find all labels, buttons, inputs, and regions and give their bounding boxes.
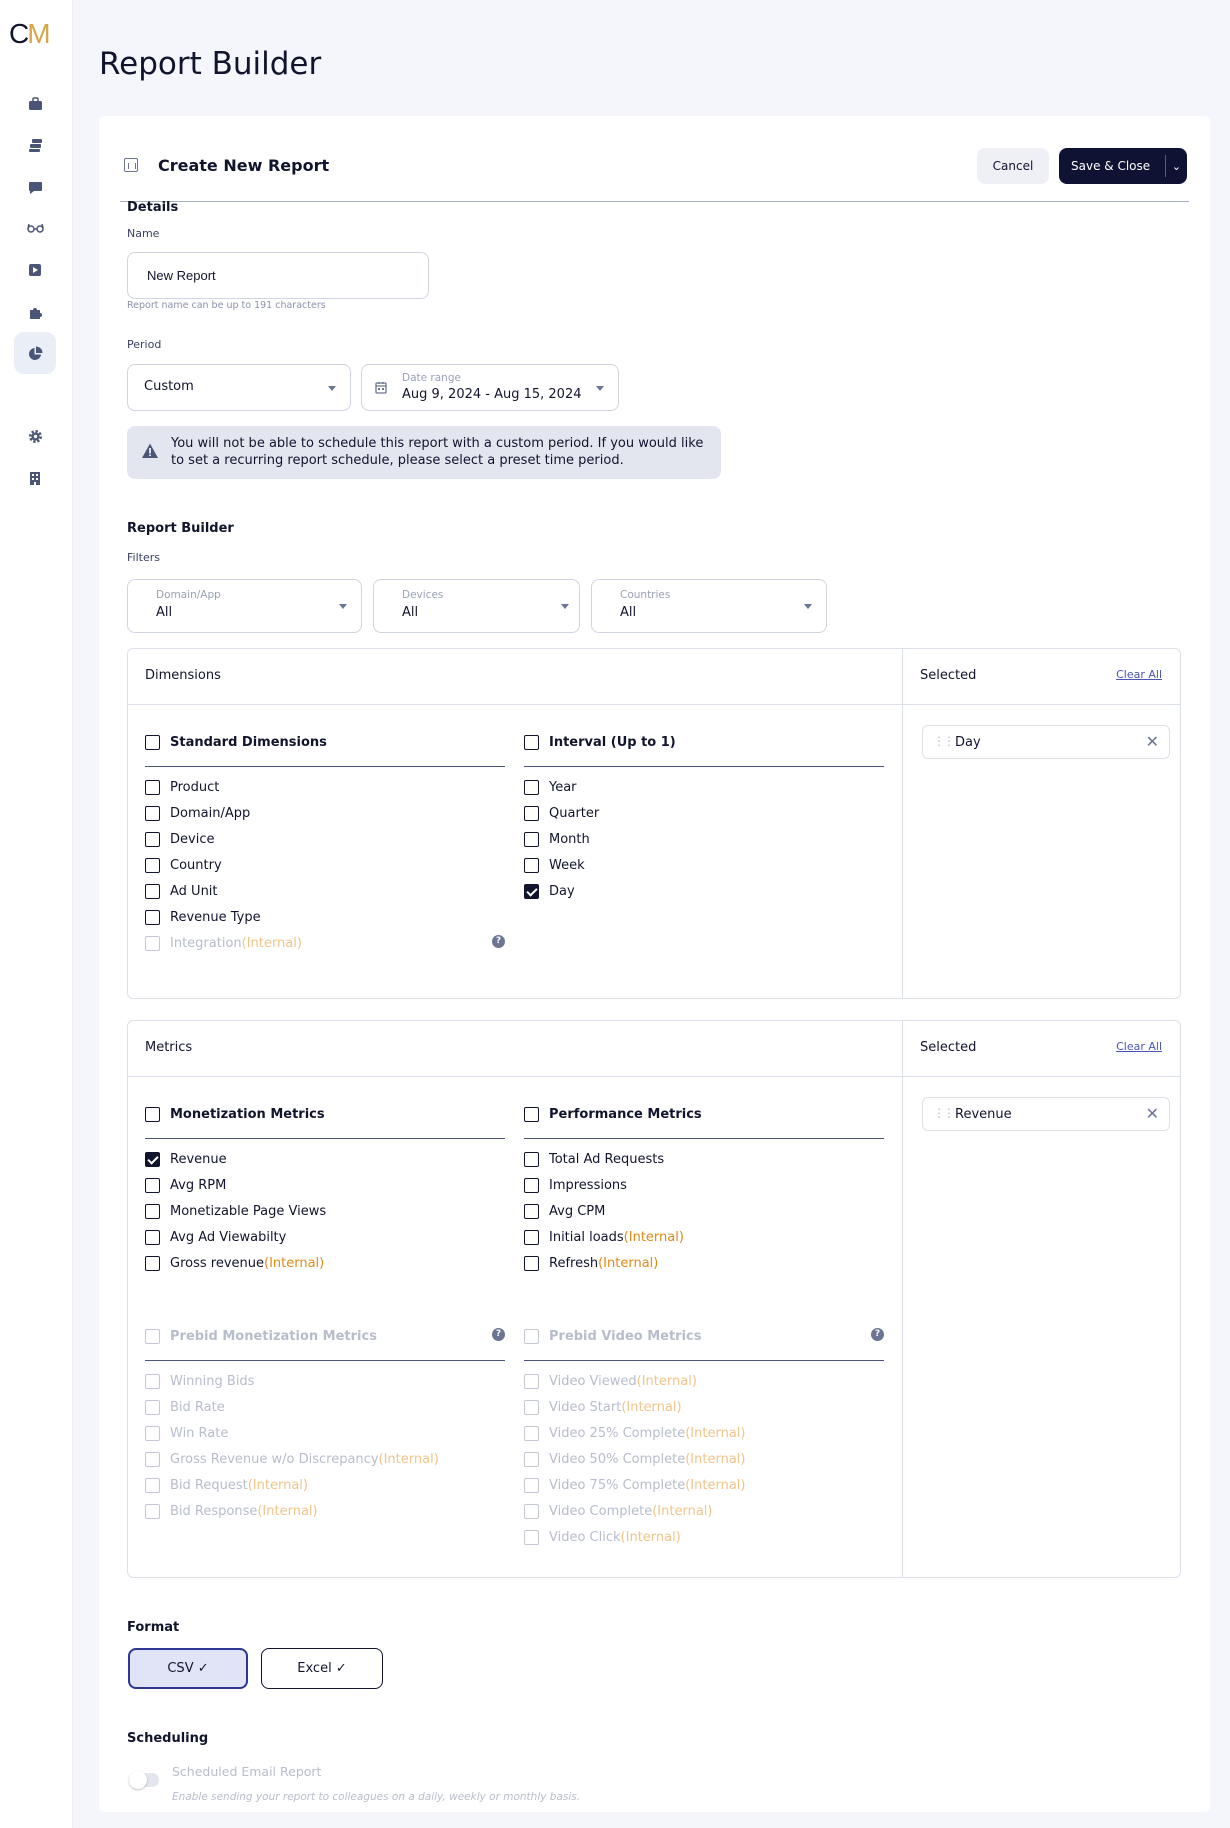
checkbox[interactable] — [145, 1178, 160, 1193]
checkbox[interactable] — [145, 780, 160, 795]
scheduling-heading: Scheduling — [127, 1731, 209, 1746]
internal-tag: (Internal) — [264, 1256, 325, 1271]
chevron-down-icon — [804, 604, 812, 609]
save-close-button[interactable] — [1059, 148, 1187, 184]
checkbox[interactable] — [524, 1230, 539, 1245]
item-label: Winning Bids — [170, 1374, 255, 1389]
checkbox[interactable] — [524, 832, 539, 847]
internal-tag: (Internal) — [257, 1504, 318, 1519]
internal-tag: (Internal) — [636, 1374, 697, 1389]
checkbox-label — [170, 1204, 326, 1219]
briefcase-icon[interactable] — [14, 83, 56, 125]
chevron-down-icon — [339, 604, 347, 609]
checkbox-label — [549, 806, 599, 821]
group-title: Monetization Metrics — [170, 1107, 325, 1122]
checkbox-label — [170, 1478, 308, 1493]
item-label: Gross Revenue w/o Discrepancy — [170, 1452, 379, 1467]
selected-chip-revenue[interactable] — [922, 1097, 1170, 1131]
checkbox-label — [549, 1452, 745, 1467]
name-label: Name — [127, 227, 160, 240]
report-card — [99, 116, 1210, 1812]
item-label: Country — [170, 858, 222, 873]
internal-tag: (Internal) — [247, 1478, 308, 1493]
play-icon[interactable] — [14, 249, 56, 291]
date-range-picker[interactable] — [361, 364, 619, 411]
pie-chart-icon[interactable] — [14, 332, 56, 374]
checkbox[interactable] — [145, 832, 160, 847]
checkbox-label — [170, 1178, 226, 1193]
date-range-label: Date range — [402, 372, 461, 384]
scheduled-email-label: Scheduled Email Report — [172, 1764, 322, 1779]
group-title: Standard Dimensions — [170, 735, 327, 750]
item-label: Revenue Type — [170, 910, 261, 925]
item-label: Integration — [170, 936, 242, 951]
filter-label: Domain/App — [156, 589, 221, 601]
item-label: Bid Request — [170, 1478, 248, 1493]
warning-icon — [141, 442, 159, 460]
checkbox-label — [170, 1152, 227, 1167]
dimensions-title: Dimensions — [145, 668, 221, 683]
csv-format-button[interactable] — [128, 1648, 248, 1689]
divider — [902, 1021, 903, 1577]
checkbox[interactable] — [145, 1374, 160, 1389]
countries-filter[interactable] — [591, 579, 827, 633]
item-label: Monetizable Page Views — [170, 1204, 327, 1219]
chat-icon[interactable] — [14, 166, 56, 208]
metrics-title: Metrics — [145, 1040, 193, 1055]
drag-handle-icon[interactable]: ⋮⋮ — [933, 1106, 953, 1120]
monetization-metrics-group — [145, 1101, 505, 1139]
stack-icon[interactable] — [14, 124, 56, 166]
group-title: Performance Metrics — [549, 1107, 702, 1122]
checkbox[interactable] — [145, 858, 160, 873]
chevron-down-icon[interactable]: ⌄ — [1171, 159, 1182, 173]
item-label: Video 75% Complete — [549, 1478, 686, 1493]
checkbox-label — [170, 780, 219, 795]
checkbox-label — [170, 806, 250, 821]
prebid-monetization-group — [145, 1323, 505, 1361]
sidebar — [0, 0, 73, 1828]
checkbox[interactable] — [145, 1452, 160, 1467]
checkbox-label — [170, 1452, 439, 1467]
chevron-down-icon — [328, 386, 336, 391]
divider — [128, 704, 1180, 705]
checkbox-label — [549, 1400, 682, 1415]
devices-filter[interactable] — [373, 579, 580, 633]
performance-metrics-checkbox[interactable] — [524, 1107, 539, 1122]
prebid-video-checkbox[interactable] — [524, 1329, 539, 1344]
checkbox-label — [170, 1256, 324, 1271]
item-label: Initial loads — [549, 1230, 624, 1245]
checkbox[interactable] — [145, 1230, 160, 1245]
item-label: Video Viewed — [549, 1374, 637, 1389]
checkbox-label — [549, 858, 585, 873]
item-label: Domain/App — [170, 806, 251, 821]
checkbox-label — [549, 1374, 697, 1389]
checkbox-label — [170, 884, 218, 899]
group-title: Prebid Monetization Metrics — [170, 1329, 377, 1344]
checkbox[interactable] — [145, 1256, 160, 1271]
details-heading: Details — [127, 200, 179, 215]
internal-tag: (Internal) — [685, 1478, 746, 1493]
checkbox[interactable] — [524, 1426, 539, 1441]
item-label: Product — [170, 780, 220, 795]
checkbox-label — [549, 1204, 605, 1219]
item-label: Video 25% Complete — [549, 1426, 686, 1441]
cancel-button[interactable]: Cancel — [977, 148, 1049, 184]
item-label: Gross revenue — [170, 1256, 264, 1271]
filters-label: Filters — [127, 551, 160, 564]
checkbox-label — [549, 780, 577, 795]
checkbox[interactable] — [145, 884, 160, 899]
checkbox[interactable] — [145, 1152, 160, 1167]
monetization-metrics-checkbox[interactable] — [145, 1107, 160, 1122]
checkbox-label — [549, 1152, 664, 1167]
check-icon: ✓ — [335, 1661, 347, 1676]
item-label: Quarter — [549, 806, 600, 821]
checkbox-label — [170, 910, 261, 925]
prebid-monetization-checkbox[interactable] — [145, 1329, 160, 1344]
filter-label: Devices — [402, 589, 444, 601]
filter-value: All — [402, 605, 419, 620]
item-label: Revenue — [170, 1152, 227, 1167]
checkbox-label — [549, 832, 590, 847]
checkbox-label — [549, 884, 575, 899]
internal-tag: (Internal) — [378, 1452, 439, 1467]
checkbox[interactable] — [145, 1400, 160, 1415]
item-label: Video 50% Complete — [549, 1452, 686, 1467]
metrics-panel — [127, 1020, 1181, 1578]
item-label: Video Start — [549, 1400, 622, 1415]
filter-label: Countries — [620, 589, 671, 601]
prebid-video-group — [524, 1323, 884, 1361]
csv-label: CSV — [167, 1661, 194, 1676]
internal-tag: (Internal) — [621, 1400, 682, 1415]
checkbox-label — [549, 1478, 745, 1493]
item-label: Total Ad Requests — [549, 1152, 665, 1167]
checkbox[interactable] — [524, 1374, 539, 1389]
report-name-input[interactable] — [127, 252, 429, 299]
period-value: Custom — [144, 379, 194, 394]
card-header — [120, 134, 1189, 202]
checkbox[interactable] — [524, 1400, 539, 1415]
checkbox-label — [170, 1426, 228, 1441]
filter-value: All — [620, 605, 637, 620]
checkbox[interactable] — [145, 1504, 160, 1519]
period-label: Period — [127, 338, 162, 351]
dimensions-clear-all-link[interactable]: Clear All — [1116, 668, 1162, 681]
interval-group — [524, 729, 884, 767]
item-label: Bid Rate — [170, 1400, 225, 1415]
chevron-down-icon — [596, 386, 604, 391]
dimensions-panel — [127, 648, 1181, 999]
group-title: Prebid Video Metrics — [549, 1329, 702, 1344]
checkbox[interactable] — [524, 1530, 539, 1545]
checkbox[interactable] — [145, 910, 160, 925]
page-title: Report Builder — [99, 46, 322, 82]
calendar-icon — [375, 381, 387, 394]
drag-handle-icon[interactable]: ⋮⋮ — [933, 734, 953, 748]
item-label: Avg CPM — [549, 1204, 606, 1219]
chevron-down-icon — [561, 604, 569, 609]
standard-dimensions-checkbox[interactable] — [145, 735, 160, 750]
main-content — [73, 0, 1230, 1828]
chip-label: Day — [955, 735, 981, 750]
checkbox[interactable] — [145, 1426, 160, 1441]
interval-checkbox[interactable] — [524, 735, 539, 750]
building-icon[interactable] — [14, 457, 56, 499]
checkbox-label — [549, 1178, 627, 1193]
checkbox-label — [170, 1374, 254, 1389]
item-label: Year — [549, 780, 577, 795]
period-select[interactable] — [127, 364, 351, 411]
divider — [902, 649, 903, 998]
checkbox[interactable] — [145, 806, 160, 821]
save-close-label: Save & Close — [1071, 159, 1151, 173]
internal-tag: (Internal) — [620, 1530, 681, 1545]
performance-metrics-group — [524, 1101, 884, 1139]
help-icon[interactable]: ? — [492, 935, 505, 948]
internal-tag: (Internal) — [652, 1504, 713, 1519]
internal-tag: (Internal) — [685, 1452, 746, 1467]
checkbox-label — [170, 1400, 225, 1415]
filter-value: All — [156, 605, 173, 620]
item-label: Month — [549, 832, 590, 847]
item-label: Impressions — [549, 1178, 627, 1193]
dimensions-selected-title: Selected — [920, 668, 977, 683]
checkbox-label — [549, 1530, 681, 1545]
alert-text: You will not be able to schedule this report with a custom period. If you would like to set a recurring report schedule, please select a preset time period. — [171, 436, 704, 468]
item-label: Ad Unit — [170, 884, 218, 899]
checkbox[interactable] — [145, 1204, 160, 1219]
internal-tag: (Internal) — [241, 936, 302, 951]
report-name-value: New Report — [147, 268, 216, 283]
help-icon[interactable]: ? — [871, 1328, 884, 1341]
scheduled-email-toggle[interactable] — [129, 1773, 159, 1787]
checkbox[interactable] — [524, 1256, 539, 1271]
item-label: Device — [170, 832, 215, 847]
checkbox[interactable] — [524, 1152, 539, 1167]
help-icon[interactable]: ? — [492, 1328, 505, 1341]
selected-chip-day[interactable] — [922, 725, 1170, 759]
gear-icon[interactable] — [14, 415, 56, 457]
metrics-selected-title: Selected — [920, 1040, 977, 1055]
scheduled-email-description: Enable sending your report to colleagues on a daily, weekly or monthly basis. — [172, 1791, 581, 1803]
checkbox[interactable] — [145, 1478, 160, 1493]
metrics-clear-all-link[interactable]: Clear All — [1116, 1040, 1162, 1053]
card-title: Create New Report — [158, 156, 330, 175]
item-label: Week — [549, 858, 585, 873]
excel-label: Excel — [297, 1661, 332, 1676]
checkbox-label — [549, 1426, 745, 1441]
close-icon[interactable]: ✕ — [1145, 1104, 1159, 1123]
item-label: Bid Response — [170, 1504, 258, 1519]
checkbox-label — [170, 1504, 318, 1519]
checkbox-label — [549, 1256, 658, 1271]
checkbox[interactable] — [145, 936, 160, 951]
item-label: Avg RPM — [170, 1178, 227, 1193]
glasses-icon[interactable] — [14, 207, 56, 249]
checkbox[interactable] — [524, 858, 539, 873]
checkbox-label — [170, 936, 302, 951]
checkbox-label — [549, 1504, 712, 1519]
internal-tag: (Internal) — [598, 1256, 659, 1271]
app-logo[interactable]: CM — [9, 18, 49, 49]
custom-period-alert — [127, 426, 721, 479]
item-label: Video Click — [549, 1530, 621, 1545]
name-hint: Report name can be up to 191 characters — [127, 300, 326, 311]
item-label: Video Complete — [549, 1504, 653, 1519]
report-builder-heading: Report Builder — [127, 521, 234, 536]
checkbox-label — [170, 858, 222, 873]
internal-tag: (Internal) — [685, 1426, 746, 1441]
checkbox-label — [549, 1230, 684, 1245]
checkbox[interactable] — [524, 1478, 539, 1493]
checkbox[interactable] — [524, 1178, 539, 1193]
item-label: Refresh — [549, 1256, 599, 1271]
checkbox[interactable] — [524, 806, 539, 821]
checkbox[interactable] — [524, 1204, 539, 1219]
report-chart-icon — [124, 158, 138, 172]
chip-label: Revenue — [955, 1107, 1012, 1122]
checkbox[interactable] — [524, 780, 539, 795]
item-label: Avg Ad Viewabilty — [170, 1230, 287, 1245]
internal-tag: (Internal) — [623, 1230, 684, 1245]
checkbox-label — [170, 1230, 286, 1245]
item-label: Win Rate — [170, 1426, 229, 1441]
checkbox[interactable] — [524, 884, 539, 899]
checkbox-label — [170, 832, 214, 847]
check-icon: ✓ — [197, 1661, 209, 1676]
checkbox[interactable] — [524, 1504, 539, 1519]
excel-format-button[interactable] — [261, 1648, 383, 1689]
format-heading: Format — [127, 1620, 180, 1635]
item-label: Day — [549, 884, 575, 899]
domain-app-filter[interactable] — [127, 579, 362, 633]
date-range-value: Aug 9, 2024 - Aug 15, 2024 — [402, 387, 582, 402]
close-icon[interactable]: ✕ — [1145, 732, 1159, 751]
divider — [128, 1076, 1180, 1077]
puzzle-icon[interactable] — [14, 291, 56, 333]
checkbox[interactable] — [524, 1452, 539, 1467]
standard-dimensions-group — [145, 729, 505, 767]
group-title: Interval (Up to 1) — [549, 735, 676, 750]
